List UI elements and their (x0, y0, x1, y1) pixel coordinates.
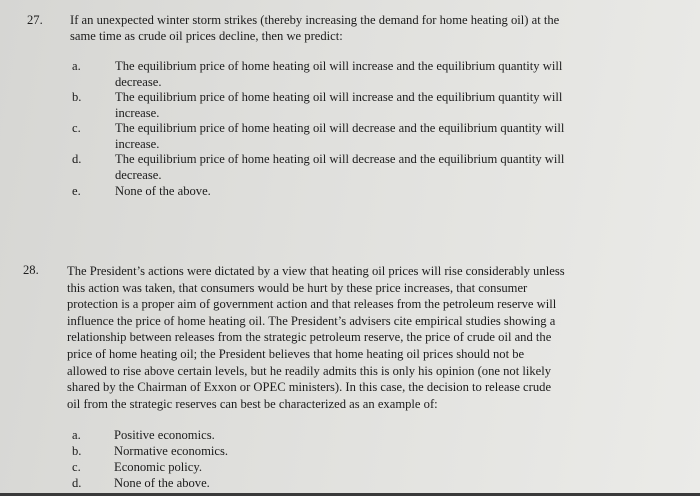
stem-line: same time as crude oil prices decline, then we predict: (70, 28, 343, 43)
option-text: The equilibrium price of home heating oil will increase and the equilibrium quantity will (115, 59, 563, 73)
option-text: increase. (115, 105, 160, 120)
option-letter: e. (72, 184, 81, 198)
option-text: decrease. (115, 74, 162, 89)
option-text: decrease. (115, 167, 162, 182)
stem-line: relationship between releases from the strategic petroleum reserve, the price of crude oil and the (67, 330, 552, 345)
stem-line: allowed to rise above certain levels, but he readily admits this is only his opinion (one not likely (67, 363, 552, 378)
option-letter[interactable]: d. (72, 476, 82, 490)
option-letter[interactable]: a. (72, 428, 81, 442)
option-letter[interactable]: c. (72, 460, 81, 474)
stem-line: shared by the Chairman of Exxon or OPEC ministers). In this case, the decision to release crude (67, 380, 552, 395)
question-stem (70, 13, 559, 44)
option-c[interactable]: Economic policy. (114, 460, 203, 474)
option-letter: d. (72, 152, 82, 166)
option-letter: b. (72, 90, 82, 104)
option-text: The equilibrium price of home heating oil will decrease and the equilibrium quantity will (115, 121, 565, 135)
option-text: The equilibrium price of home heating oil will decrease and the equilibrium quantity will (115, 152, 565, 166)
question-number: 27. (27, 13, 43, 27)
stem-line: The President’s actions were dictated by a view that heating oil prices will rise considerably unless (67, 264, 565, 278)
option-text: The equilibrium price of home heating oil will increase and the equilibrium quantity will (115, 90, 563, 104)
option-d[interactable]: None of the above. (114, 476, 210, 490)
question-stem (67, 263, 565, 412)
question-number: 28. (23, 263, 39, 277)
stem-line: influence the price of home heating oil. The President’s advisers cite empirical studies showing a (67, 313, 556, 328)
option-b[interactable]: Normative economics. (114, 444, 229, 458)
option-a[interactable]: Positive economics. (114, 428, 215, 442)
stem-line: oil from the strategic reserves can best be characterized as an example of: (67, 396, 438, 411)
stem-line: price of home heating oil; the President believes that home heating oil prices should not be (67, 346, 525, 361)
stem-line: this action was taken, that consumers would be hurt by these price increases, that consumer (67, 280, 528, 295)
option-letter[interactable]: b. (72, 444, 82, 458)
stem-line: If an unexpected winter storm strikes (thereby increasing the demand for home heating oil) at the (70, 13, 560, 27)
option-text: None of the above. (115, 184, 211, 198)
option-letter: a. (72, 59, 81, 73)
stem-line: protection is a proper aim of government action and that releases from the petroleum reserve will (67, 297, 557, 312)
option-letter: c. (72, 121, 81, 135)
option-text: increase. (115, 136, 160, 151)
option-texts (114, 427, 228, 491)
option-letters (72, 427, 81, 491)
